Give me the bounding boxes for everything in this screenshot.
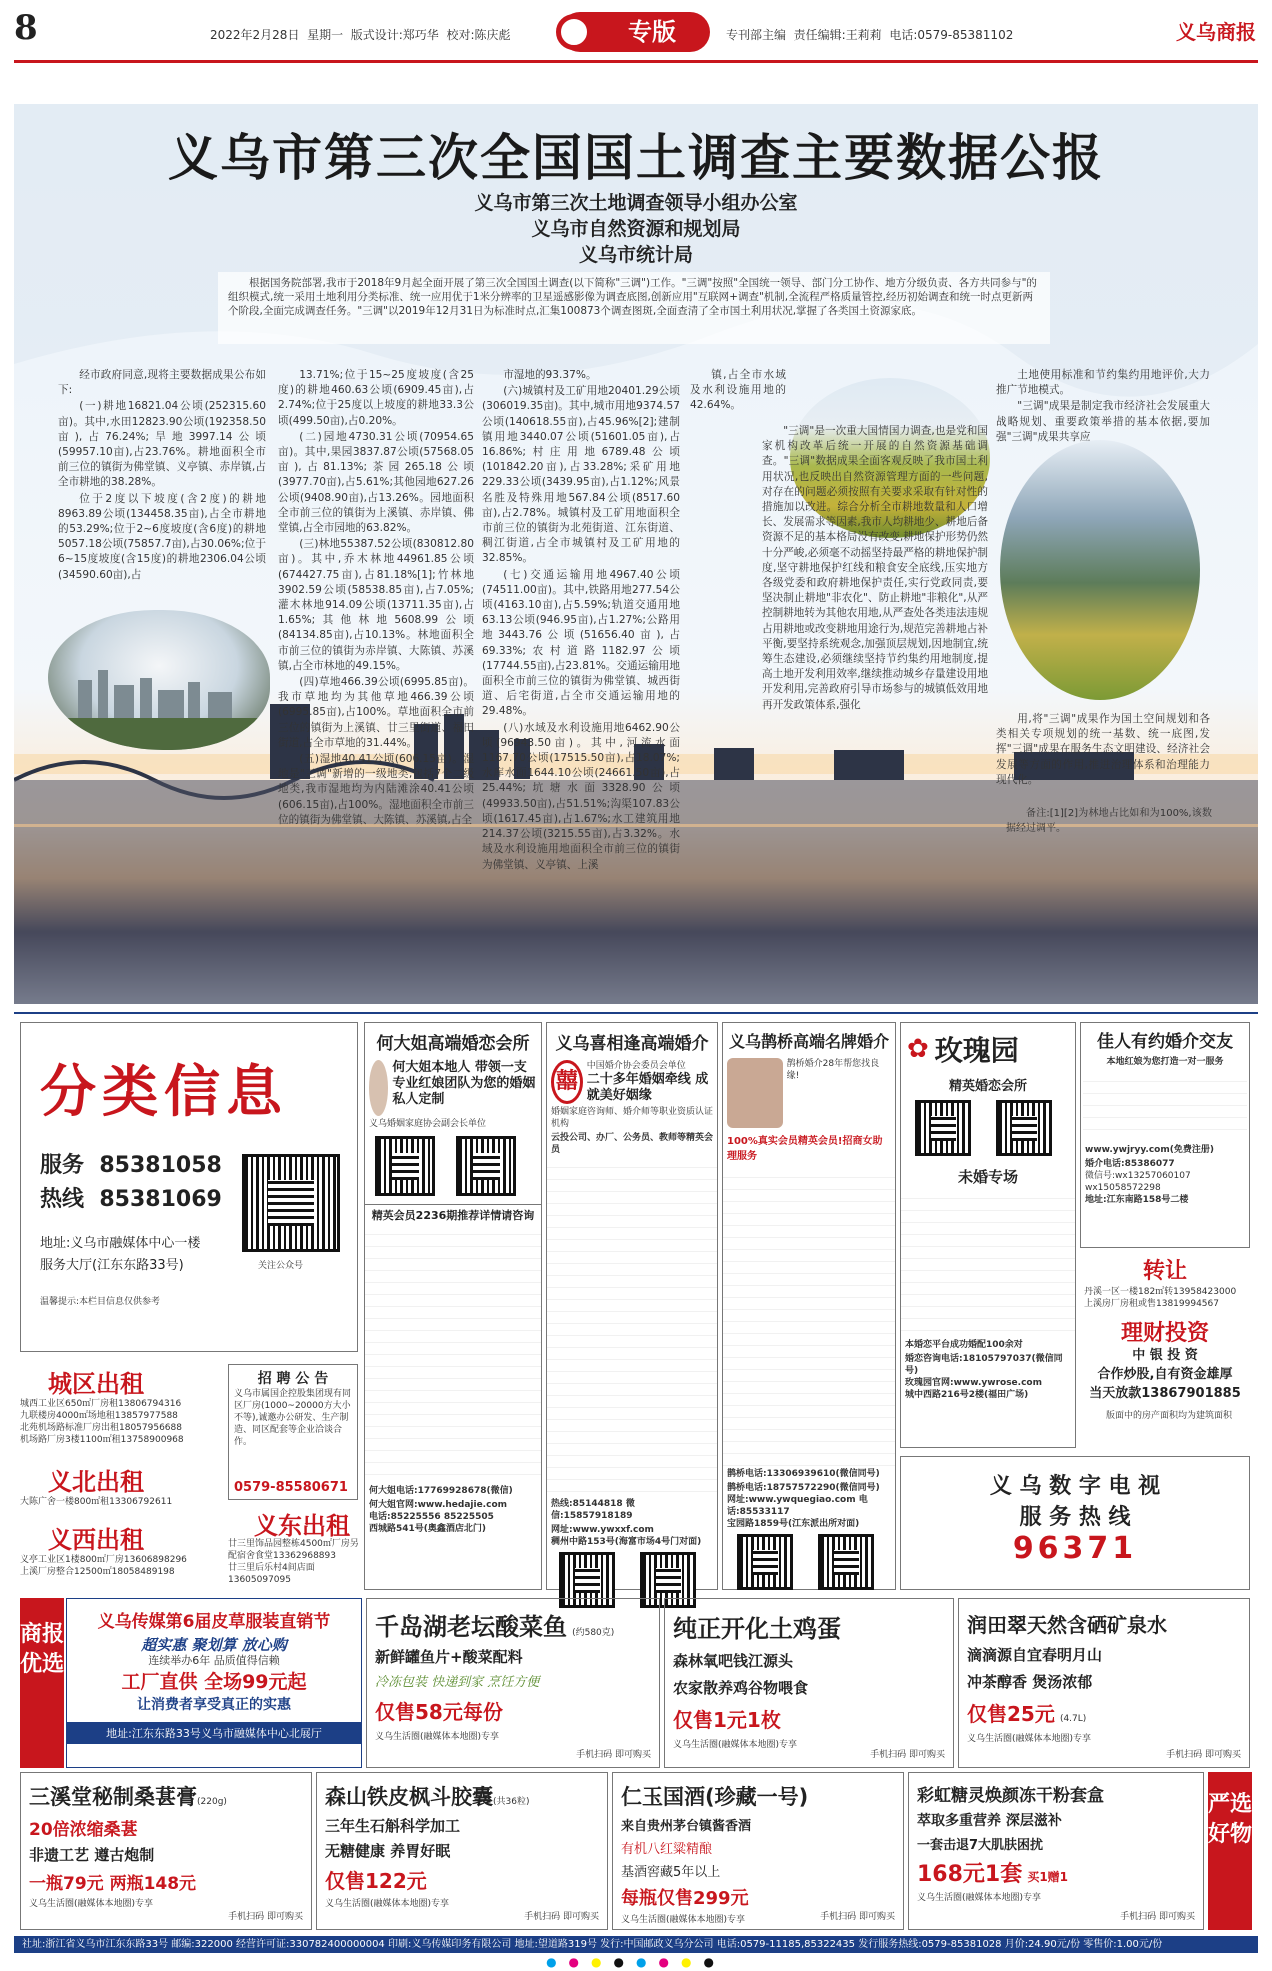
city-skyline-icon (48, 610, 270, 750)
member-list (1083, 1070, 1247, 1140)
finance-note: 版面中的房产面积均为建筑面积 (1105, 1411, 1232, 1421)
classified-hall: 服务大厅(江东东路33号) (40, 1258, 184, 1273)
city-rent-title: 城区出租 (48, 1370, 144, 1398)
ad-mineral-water[interactable]: 润田翠天然含硒矿泉水 滴滴源自宜春明月山 冲茶醇香 煲汤浓郁 仅售25元 (4.7L) 义乌生活圈(融媒体本地圈)专享 手机扫码 即可购买 (958, 1598, 1250, 1768)
section-logo-icon (556, 14, 592, 50)
article-column-4b: "三调"是一次重大国情国力调查,也是党和国家机构改革后统一开展的自然资源基础调查。"三调"数据成果全面客观反映了我市国土利用状况,也反映出自然资源管理方面的一些问题,对存在的问题必须按照有关要求采取有针对性的措施加以改进。综合分析全市耕地数量和人口增长、发展需求等因素,我市人均耕地少、耕地后备资源不足的基本格局没有改变,耕地保护形势仍然十分严峻,必须毫不动摇坚持最严格的耕地保护制度,坚守耕地保护红线和粮食安全底线,压实地方各级党委和政府耕地保护责任,实行党政同责,要坚决制止耕地"非农化"、防止耕地"非粮化",从严控制耕地转为其他农用地,从严查处各类违法违规占用耕地或改变耕地用途行为,规范完善耕地占补平衡,要坚持系统观念,加强顶层规划,因地制宜,统筹生态建设,必须继续坚持节约集约用地制度,提高土地开发利用效率,继续推动城乡存量建设用地开发利用,完善政府引导市场参与的城镇低效用地再开发政策体系,强化 (762, 425, 988, 711)
matchmaker-photo (727, 1058, 783, 1128)
matchmaker-4-qr-2[interactable] (996, 1100, 1052, 1156)
footer-bar: 社址:浙江省义乌市江东东路33号 邮编:322000 经营许可证:330782400000004 印刷:义乌传媒印务有限公司 地址:望道路319号 发行:中国邮政义乌分公司 电话:0579-11185,85322435 发行服务热线:0579-85381028 月价:24.90元/份 零售价:1.00元/份 (14, 1936, 1258, 1953)
member-list (901, 1187, 1075, 1337)
double-happiness-icon: 囍 (551, 1060, 583, 1104)
classified-qr-code[interactable] (242, 1154, 340, 1252)
city-fog-photo (48, 610, 270, 750)
qr-caption: 关注公众号 (258, 1261, 304, 1271)
classified-disclaimer: 温馨提示:本栏目信息仅供参考 (40, 1297, 161, 1307)
article-title: 义乌市第三次全国国土调查主要数据公报 (168, 129, 1104, 187)
section-logo: 专版 (560, 12, 710, 52)
ad-sauerkraut-fish[interactable]: 千岛湖老坛酸菜鱼 (约580克) 新鲜罐鱼片+酸菜配料 冷冻包装 快递到家 烹饪方便 仅售58元每份 义乌生活圈(融媒体本地圈)专享 手机扫码 即可购买 (366, 1598, 660, 1768)
member-list (547, 1156, 717, 1496)
side-label-right: 严选好物 (1208, 1772, 1252, 1930)
article-column-5b: 用,将"三调"成果作为国土空间规划和各类相关专项规划的统一基数、统一底图,发挥"三调"成果在服务生态文明建设、经济社会发展等方面的作用,推进治理体系和治理能力现代化。 (996, 713, 1210, 786)
west-rent-list: 义亭工业区1楼800㎡厂房13606898296 上溪厂房整合12500㎡18058489198 (20, 1555, 187, 1577)
member-list (365, 1223, 541, 1483)
page-number: 8 (14, 8, 38, 48)
north-rent-list: 大陈广舍一楼800㎡租13306792611 (20, 1497, 173, 1507)
tv-hotline-box: 义 乌 数 字 电 视 服 务 热 线 96371 (900, 1456, 1250, 1590)
matchmaker-4: ✿ 玫瑰园 精英婚恋会所 未婚专场 本婚恋平台成功婚配100余对 婚恋咨询电话:18105797037(微信同号) 玫瑰园官网:www.ywrose.com 城中西路216号2楼(福田广场) (900, 1022, 1076, 1448)
west-rent-title: 义西出租 (48, 1526, 144, 1554)
matchmaker-5: 佳人有约婚介交友 本地红娘为您打造一对一服务 www.ywjryy.com(免费注册) 婚介电话:85386077 微信号:wx13257060107 wx15058572298 地址:江东南路158号二楼 (1080, 1022, 1250, 1248)
matchmaker-3-qr[interactable] (737, 1534, 793, 1590)
recruit-phone: 0579-85580671 (234, 1480, 348, 1495)
article-column-5a: 土地使用标准和节约集约用地评价,大力推广节地模式。 "三调"成果是制定我市经济社会发展重大战略规划、重要政策举措的基本依据,要加强"三调"成果共享应 (996, 369, 1210, 443)
article-column-3: 市湿地的93.37%。 (六)城镇村及工矿用地20401.29公顷(306019.35亩)。其中,城市用地9374.57公顷(140618.55亩),占45.96%[2];建制镇用地3440.07公顷(51601.05亩),占16.86%;村庄用地6789.48公顷(101842.20亩),占33.28%;采矿用地229.33公顷(3439.95亩),占1.12%;风景名胜及特殊用地567.84公顷(8517.60亩),占2.78%。城镇村及工矿用地面积全市前三位的镇街为北苑街道、江东街道、稠江街道,占全市城镇村及工矿用地的32.85%。 (七)交通运输用地4967.40公顷(74511.00亩)。其中,铁路用地277.54公顷(4163.10亩),占5.59%;轨道交通用地63.13公顷(946.95亩),占1.27%;公路用地3443.76公顷(51656.40亩),占69.33%;农村道路1182.97公顷(17744.55亩),占23.81%。交通运输用地面积全市前三位的镇街为佛堂镇、城西街道、后宅街道,占全市交通运输用地的29.48%。 (八)水域及水利设施用地6462.90公顷(96943.50亩)。其中,河流水面1167.70公顷(17515.50亩),占18.07%;水库水面1644.10公顷(24661.50亩),占25.44%;坑塘水面3328.90公顷(49933.50亩),占51.51%;沟渠107.83公顷(1617.45亩),占1.67%;水工建筑用地214.37公顷(3215.55亩),占3.32%。水域及水利设施用地面积全市前三位的镇街为佛堂镇、义亭镇、上溪 (482, 369, 680, 871)
matchmaker-4-qr[interactable] (915, 1100, 971, 1156)
matchmaker-2: 义乌喜相逢高端婚介 囍 中国婚介协会委员会单位 二十多年婚姻牵线 成就美好姻缘 婚姻家庭咨询师、婚介师等职业资质认证机构 云投公司、办厂、公务员、教师等精英会员 热线:8514​4818 微信:15857918189 网址:www.ywxxf.com 稠州中路153号(海富市场4号门对面) (546, 1022, 718, 1590)
transfer-title: 转让 (1142, 1259, 1187, 1284)
color-registration-marks: ●●●●●●●● (546, 1955, 726, 1969)
recruit-title: 招 聘 公 告 (257, 1371, 329, 1387)
east-rent-list: 廿三里饰品园整栋4500㎡厂房另配宿舍食堂13362968893 廿三里后乐村4间店面13605097095 (228, 1539, 359, 1585)
section-divider (14, 1012, 1258, 1014)
article-intro: 根据国务院部署,我市于2018年9月起全面开展了第三次全国国土调查(以下简称"三调")工作。"三调"按照"全国统一领导、部门分工协作、地方分级负责、各方共同参与"的组织模式,统一采用土地利用分类标准、统一应用优于1米分辨率的卫星遥感影像为调查底图,创新应用"互联网+调查"机制,全流程严格质量管控,经历初始调查和统一时点更新两个阶段,全面完成调查任务。"三调"以2019年12月31日为标准时点,汇集100873个调查图斑,全面查清了全市国土利用状况,掌握了各类国土资源家底。 (218, 272, 1050, 344)
matchmaker-portrait-icon (369, 1060, 388, 1116)
recruit-text: 义乌市属国企控股集团现有同区厂房(1000~20000方大小不等),诚邀办公研发、生产制造、同区配套等企业洽谈合作。 (234, 1389, 352, 1447)
issuer-3: 义乌市统计局 (578, 244, 693, 266)
matchmaker-3-qr-2[interactable] (818, 1534, 874, 1590)
matchmaker-1-qr[interactable] (375, 1136, 435, 1196)
matchmaker-1: 何大姐高端婚恋会所 何大姐本地人 带领一支专业红娘团队为您的婚姻私人定制 义乌婚姻家庭协会副会长单位 精英会员2236期推荐详情请咨询 何大姐电话:17769928678(微信) 何大姐官网:www.hedajie.com 电话:85225556 85225505 西城路541号(奥鑫酒店北门) (364, 1022, 542, 1590)
article-note: 备注:[1][2]为林地占比如和为100%,该数据经过调平。 (1006, 808, 1212, 835)
ad-liquor[interactable]: 仁玉国酒(珍藏一号) 来自贵州茅台镇酱香酒 有机八红粱精酿 基酒窖藏5年以上 每瓶仅售299元 义乌生活圈(融媒体本地圈)专享 手机扫码 即可购买 (612, 1772, 904, 1930)
rose-icon: ✿ (907, 1034, 929, 1064)
header-divider (14, 60, 1258, 63)
valley-photo (1000, 440, 1200, 700)
city-rent-list: 城西工业区650㎡厂房租13806794316 九联楼房4000㎡场地租13857977588 北苑机场路标准厂房出租18057956688 机场路厂房3楼1100㎡租13758900968 (20, 1399, 184, 1445)
ad-fur-festival[interactable]: 义乌传媒第6届皮草服装直销节 超实惠 聚划算 放心购 连续举办6年 品质值得信赖 工厂直供 全场99元起 让消费者享受真正的实惠 地址:江东东路33号义乌市融媒体中心北展厅 (66, 1598, 362, 1768)
matchmaker-3: 义乌鹊桥高端名牌婚介 鹊桥婚介28年帮您找良缘! 100%真实会员精英会员!招商女助理服务 鹊桥电话:13306939610(微信同号) 鹊桥电话:18757572290(微信同号) 网址:www.ywquegiao.com 电话:85533117 宝园路1859号(江东派出所对面) (722, 1022, 896, 1590)
hotline-line: 热线 85381069 (40, 1187, 222, 1212)
ad-dendrobium-capsule[interactable]: 森山铁皮枫斗胶囊(共36粒) 三年生石斛科学加工 无糖健康 养胃好眠 仅售122元 义乌生活圈(融媒体本地圈)专享 手机扫码 即可购买 (316, 1772, 608, 1930)
ad-freeze-dried-powder[interactable]: 彩虹糖灵焕颜冻干粉套盒 萃取多重营养 深层滋补 一套击退7大肌肤困扰 168元1套 买1赠1 义乌生活圈(融媒体本地圈)专享 手机扫码 即可购买 (908, 1772, 1204, 1930)
finance-title: 理财投资 (1120, 1321, 1209, 1346)
article-column-1: 经市政府同意,现将主要数据成果公布如下: (一)耕地16821.04公顷(252315.60亩)。其中,水田12823.90公顷(192358.50亩),占76.24%;旱地3997.14公顷(59957.10亩),占23.76%。耕地面积全市前三位的镇街为佛堂镇、义亭镇、赤岸镇,占全市耕地的38.28%。 位于2度以下坡度(含2度)的耕地8963.89公顷(134458.35亩),占全市耕地的53.29%;位于2~6度坡度(含6度)的耕地5057.18公顷(75857.7亩),占30.06%;位于6~15度坡度(含15度)的耕地2306.04公顷(34590.60亩),占 (58, 369, 266, 581)
finance-text: 中 银 投 资 合作炒股,自有资金雄厚 当天放款13867901885 (1089, 1348, 1241, 1401)
issuer-2: 义乌市自然资源和规划局 (531, 218, 741, 240)
side-label-left: 商报优选 (20, 1598, 64, 1768)
ad-eggs[interactable]: 纯正开化土鸡蛋 森林氧吧钱江源头 农家散养鸡谷物喂食 仅售1元1枚 义乌生活圈(融媒体本地圈)专享 手机扫码 即可购买 (664, 1598, 954, 1768)
issuer-1: 义乌市第三次土地调查领导小组办公室 (474, 192, 798, 214)
classified-address: 地址:义乌市融媒体中心一楼 (40, 1236, 201, 1251)
north-rent-title: 义北出租 (48, 1468, 144, 1496)
east-rent-title: 义东出租 (254, 1512, 350, 1540)
classified-title: 分类信息 (40, 1060, 288, 1125)
service-line: 服务 85381058 (40, 1153, 222, 1178)
newspaper-brand: 义乌商报 (1176, 20, 1256, 44)
article-column-4a: 镇,占全市水域及水利设施用地的42.64%。 (690, 369, 786, 412)
transfer-list: 丹溪一区一楼182㎡转13958423000 上溪房厂房租或售13819994567 (1084, 1287, 1237, 1309)
header-editors: 专刊部主编 责任编辑:王莉莉 电话:0579-85381102 (726, 28, 1014, 42)
header-date: 2022年2月28日 星期一 版式设计:郑巧华 校对:陈庆彪 (210, 28, 511, 42)
ad-mulberry-paste[interactable]: 三溪堂秘制桑葚膏(220g) 20倍浓缩桑葚 非遗工艺 遵古炮制 一瓶79元 两瓶148元 义乌生活圈(融媒体本地圈)专享 手机扫码 即可购买 (20, 1772, 312, 1930)
article-column-2: 13.71%;位于15~25度坡度(含25度)的耕地460.63公顷(6909.45亩),占2.74%;位于25度以上坡度的耕地33.3公顷(499.50亩),占0.20%。 (二)园地4730.31公顷(70954.65亩)。其中,果园3837.87公顷(57568.05亩),占81.13%;茶园265.18公顷(3977.70亩),占5.61%;其他园地627.26公顷(9408.90亩),占13.26%。园地面积全市前三位的镇街为上溪镇、赤岸镇、佛堂镇,占全市园地的63.82%。 (三)林地55387.52公顷(830812.80亩)。其中,乔木林地44961.85公顷(674427.75亩),占81.18%[1];竹林地3902.59公顷(58538.85亩),占7.05%;灌木林地914.09公顷(13711.35亩),占1.65%;其他林地5608.99公顷(84134.85亩),占10.13%。林地面积全市前三位的镇街为赤岸镇、大陈镇、苏溪镇,占全市林地的49.15%。 (四)草地466.39公顷(6995.85亩)。我市草地均为其他草地466.39公顷(6995.85亩),占100%。草地面积全市前三位的镇街为上溪镇、廿三里街道、福田街道,占全市草地的31.44%。 (五)湿地40.41公顷(606.15亩)。湿地是"三调"新增的一级地类,包括7个二级地类,我市湿地均为内陆滩涂40.41公顷(606.15亩),占100%。湿地面积全市前三位的镇街为佛堂镇、大陈镇、苏溪镇,占全 (278, 369, 474, 826)
matchmaker-1-qr-2[interactable] (456, 1136, 516, 1196)
member-list (723, 1166, 895, 1466)
